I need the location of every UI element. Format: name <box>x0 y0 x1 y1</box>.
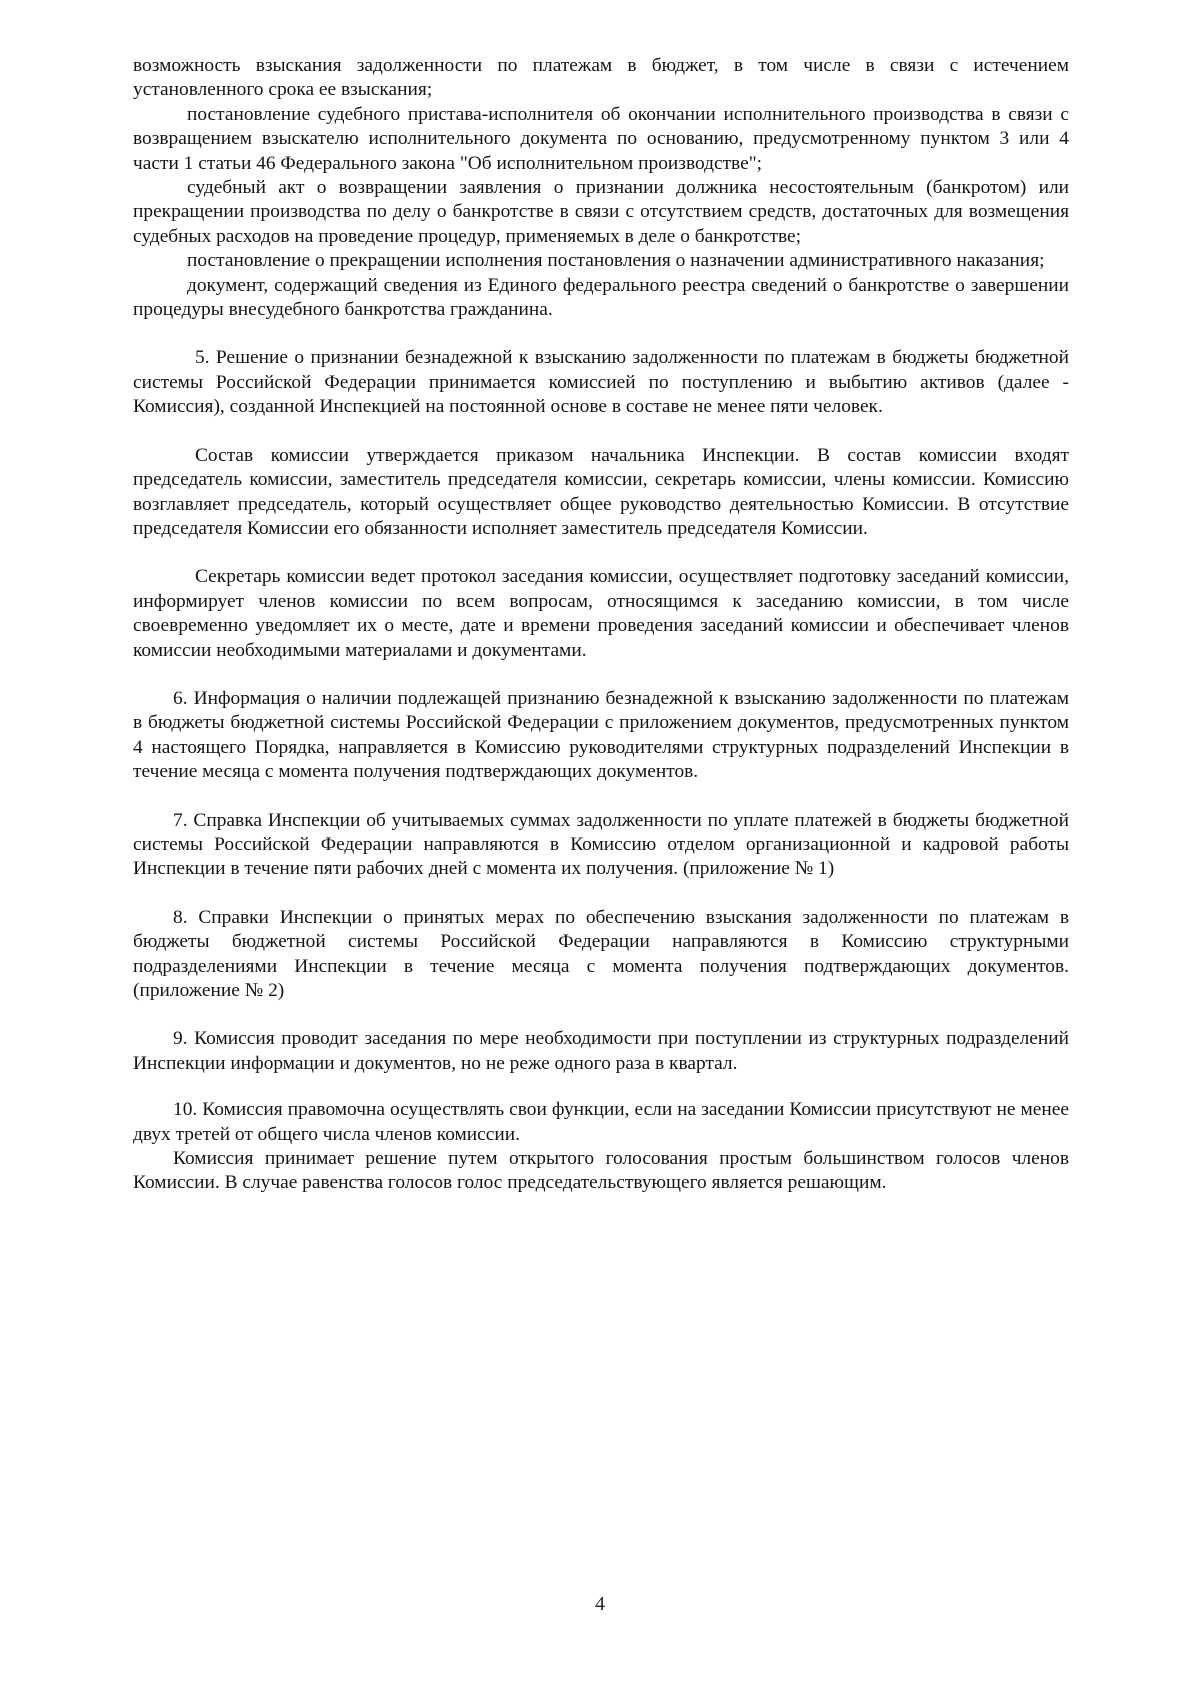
paragraph: Состав комиссии утверждается приказом начальника Инспекции. В состав комиссии входят председатель комиссии, заместитель председателя комиссии, секретарь комиссии, члены комиссии. Комиссию возглавляет председатель, который осуществляет общее руководство деятельностью Комиссии. В отсутствие председателя Комиссии его обязанности исполняет заместитель председателя Комиссии. <box>133 444 1069 539</box>
paragraph: документ, содержащий сведения из Единого федерального реестра сведений о банкротстве о завершении процедуры внесудебного банкротства гражданина. <box>133 274 1069 321</box>
paragraph-section-8: 8. Справки Инспекции о принятых мерах по обеспечению взыскания задолженности по платежам в бюджеты бюджетной системы Российской Федерации направляются в Комиссию структурными подразделениями Инспекции в течение месяца с момента получения подтверждающих документов. (приложение № 2) <box>133 906 1069 1001</box>
paragraph-section-7: 7. Справка Инспекции об учитываемых суммах задолженности по уплате платежей в бюджеты бюджетной системы Российской Федерации направляются в Комиссию отделом организационной и кадровой работы Инспекции в течение пяти рабочих дней с момента их получения. (приложение № 1) <box>133 809 1069 880</box>
paragraph-section-5: 5. Решение о признании безнадежной к взысканию задолженности по платежам в бюджеты бюджетной системы Российской Федерации принимается комиссией по поступлению и выбытию активов (далее - Комиссия), созданной Инспекцией на постоянной основе в составе не менее пяти человек. <box>133 347 1069 418</box>
paragraph: возможность взыскания задолженности по платежам в бюджет, в том числе в связи с истечением установленного срока ее взыскания; <box>133 55 1069 101</box>
paragraph: постановление о прекращении исполнения постановления о назначении административного наказания; <box>187 250 1045 272</box>
paragraph: судебный акт о возвращении заявления о признании должника несостоятельным (банкротом) или прекращении производства по делу о банкротстве в связи с отсутствием средств, достаточных для возмещения судебных расходов на проведение процедур, применяемых в деле о банкротстве; <box>133 177 1069 247</box>
paragraph: Комиссия принимает решение путем открытого голосования простым большинством голосов членов Комиссии. В случае равенства голосов голос председательствующего является решающим. <box>133 1148 1069 1194</box>
paragraph-section-10: 10. Комиссия правомочна осуществлять свои функции, если на заседании Комиссии присутствуют не менее двух третей от общего числа членов комиссии. <box>133 1099 1069 1145</box>
paragraph: Секретарь комиссии ведет протокол заседания комиссии, осуществляет подготовку заседаний комиссии, информирует членов комиссии по всем вопросам, относящимся к заседанию комиссии, в том числе своевременно уведомляет их о месте, дате и времени проведения заседаний комиссии и обеспечивает членов комиссии необходимыми материалами и документами. <box>133 566 1069 661</box>
document-body <box>133 54 1069 1196</box>
paragraph-section-6: 6. Информация о наличии подлежащей признанию безнадежной к взысканию задолженности по платежам в бюджеты бюджетной системы Российской Федерации с приложением документов, предусмотренных пунктом 4 настоящего Порядка, направляется в Комиссию руководителями структурных подразделений Инспекции в течение месяца с момента получения подтверждающих документов. <box>133 687 1069 783</box>
paragraph-section-9: 9. Комиссия проводит заседания по мере необходимости при поступлении из структурных подразделений Инспекции информации и документов, но не реже одного раза в квартал. <box>133 1028 1069 1074</box>
page-number: 4 <box>595 1593 605 1615</box>
paragraph: постановление судебного пристава-исполнителя об окончании исполнительного производства в связи с возвращением взыскателю исполнительного документа по основанию, предусмотренному пунктом 3 или 4 части 1 статьи 46 Федерального закона "Об исполнительном производстве"; <box>133 103 1069 174</box>
